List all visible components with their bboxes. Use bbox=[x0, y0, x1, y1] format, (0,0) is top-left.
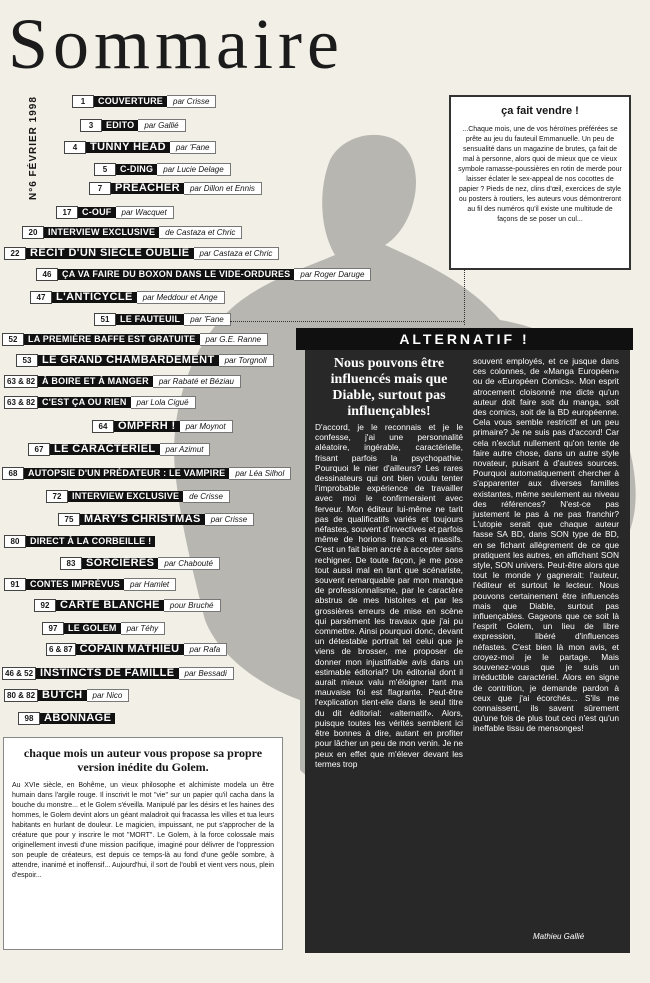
toc-page-number: 46 & 52 bbox=[2, 667, 36, 680]
toc-title: CARTE BLANCHE bbox=[56, 600, 164, 611]
toc-title: MARY'S CHRISTMAS bbox=[80, 514, 205, 525]
toc-page-number: 72 bbox=[46, 490, 68, 503]
toc-page-number: 92 bbox=[34, 599, 56, 612]
toc-byline: de Castaza et Chric bbox=[159, 226, 242, 239]
toc-title: C-OUF bbox=[78, 207, 116, 218]
toc-byline: par Crisse bbox=[205, 513, 254, 526]
edito-block bbox=[305, 350, 630, 953]
toc-page-number: 63 & 82 bbox=[4, 375, 38, 388]
toc-page-number: 83 bbox=[60, 557, 82, 570]
sidebox-text: ...Chaque mois, une de vos héroïnes préférées se prête au jeu du fauteuil Emmanuelle. Un peu de sensualité dans un magazine de brutes, ça fait de mal à personne, alors quoi de mieux que ce vieux symbole ramasse-poussières en rotin de merde pour laisser éclater le sex-appeal de nos cocottes de papier ? Pieds de nez, clins d'œil, exercices de style ou posters à routiers, les auteurs vous démontreront au fil des numéros qu'il existe une multitude de façons de se poser un cul... bbox=[458, 126, 622, 223]
toc-page-number: 22 bbox=[4, 247, 26, 260]
golem-box bbox=[3, 737, 283, 950]
toc-byline: par Wacquet bbox=[116, 206, 174, 219]
toc-byline: par Lola Ciguë bbox=[131, 396, 196, 409]
toc-title: SORCIÈRES bbox=[82, 558, 158, 569]
toc-title: RÉCIT D'UN SIÈCLE OUBLIÉ bbox=[26, 248, 194, 259]
toc-entry bbox=[72, 95, 216, 108]
toc-title: BUTCH bbox=[38, 690, 87, 701]
toc-page-number: 68 bbox=[2, 467, 24, 480]
toc-page-number: 63 & 82 bbox=[4, 396, 38, 409]
toc-byline: par Bessadi bbox=[179, 667, 234, 680]
toc-title: LA PREMIÈRE BAFFE EST GRATUITE bbox=[24, 334, 200, 345]
toc-byline: par 'Fane bbox=[170, 141, 217, 154]
toc-title: LE GOLEM bbox=[64, 623, 121, 634]
toc-byline: par 'Fane bbox=[184, 313, 231, 326]
edito-signature: Mathieu Gallié bbox=[533, 932, 585, 941]
toc-entry bbox=[4, 375, 241, 388]
toc-page-number: 75 bbox=[58, 513, 80, 526]
page-title: Sommaire bbox=[8, 4, 344, 84]
toc-entry bbox=[2, 333, 268, 346]
sidebox-fauteuil bbox=[449, 95, 631, 270]
toc-entry bbox=[2, 467, 291, 480]
issue-label: N°6 FÉVRIER 1998 bbox=[28, 96, 39, 200]
toc-byline: par Hamlet bbox=[124, 578, 176, 591]
toc-page-number: 6 & 87 bbox=[46, 643, 76, 656]
toc-page-number: 67 bbox=[28, 443, 50, 456]
toc-byline: par Téhy bbox=[121, 622, 166, 635]
toc-page-number: 52 bbox=[2, 333, 24, 346]
toc-byline: par Lucie Delage bbox=[157, 163, 230, 176]
toc-entry bbox=[4, 578, 176, 591]
toc-entry bbox=[30, 291, 225, 304]
toc-title: À BOIRE ET À MANGER bbox=[38, 376, 153, 387]
toc-title: INTERVIEW EXCLUSIVE bbox=[44, 227, 159, 238]
toc-entry bbox=[4, 535, 155, 548]
toc-byline: par Azimut bbox=[160, 443, 211, 456]
toc-page-number: 91 bbox=[4, 578, 26, 591]
toc-entry bbox=[80, 119, 186, 132]
toc-page-number: 98 bbox=[18, 712, 40, 725]
toc-page-number: 20 bbox=[22, 226, 44, 239]
toc-byline: par Léa Silhol bbox=[229, 467, 291, 480]
toc-byline: par Chabouté bbox=[158, 557, 219, 570]
toc-title: COPAIN MATHIEU bbox=[76, 644, 184, 655]
toc-page-number: 80 & 82 bbox=[4, 689, 38, 702]
alternatif-bar: ALTERNATIF ! bbox=[296, 328, 633, 350]
toc-entry bbox=[42, 622, 165, 635]
toc-title: C-DING bbox=[116, 164, 157, 175]
toc-page-number: 97 bbox=[42, 622, 64, 635]
golem-title: chaque mois un auteur vous propose sa propre version inédite du Golem. bbox=[23, 746, 263, 774]
toc-title: LE CARACTÉRIEL bbox=[50, 444, 160, 455]
toc-title: ABONNAGE bbox=[40, 713, 115, 724]
toc-page-number: 7 bbox=[89, 182, 111, 195]
toc-entry bbox=[16, 354, 274, 367]
toc-page-number: 5 bbox=[94, 163, 116, 176]
toc-page-number: 80 bbox=[4, 535, 26, 548]
toc-entry bbox=[4, 247, 279, 260]
toc-page-number: 4 bbox=[64, 141, 86, 154]
toc-title: ÇA VA FAIRE DU BOXON DANS LE VIDE-ORDURES bbox=[58, 269, 294, 280]
toc-page-number: 64 bbox=[92, 420, 114, 433]
toc-title: LE FAUTEUIL bbox=[116, 314, 184, 325]
toc-entry bbox=[64, 141, 216, 154]
toc-page-number: 17 bbox=[56, 206, 78, 219]
toc-title: COUVERTURE bbox=[94, 96, 167, 107]
toc-byline: par Moynot bbox=[180, 420, 233, 433]
golem-text: Au XVIe siècle, en Bohême, un vieux philosophe et alchimiste modela un être humain dans l'argile rouge. Il inscrivit le mot "vie" sur un papier qu'il cacha dans la bouche du monstre... et le Golem s'éveilla. Manipulé par les désirs et les haines des hommes, le Golem devint alors un géant maladroit qui fracassa les villes et tua leurs habitants en hurlant de douleur. Le magicien, impuissant, ne put s'approcher de la créature que pour y inscrire le mot "MORT". Le Golem, à la force colossale mais originellement investi d'une mission pacifique, imaginé pour délivrer de l'oppression son peuple de créateurs, est depuis ce temps-là au fond d'une geôle sombre, à attendre, inanimé et inoffensif... Aujourd'hui, il sort de l'oubli et vient vers nous, plein d'espoir... bbox=[12, 782, 274, 879]
toc-title: PREACHER bbox=[111, 183, 184, 194]
toc-page-number: 47 bbox=[30, 291, 52, 304]
toc-page-number: 51 bbox=[94, 313, 116, 326]
toc-byline: de Crisse bbox=[183, 490, 230, 503]
toc-byline: pour Bruché bbox=[164, 599, 221, 612]
toc-byline: par Castaza et Chric bbox=[194, 247, 280, 260]
sidebox-title: ça fait vendre ! bbox=[501, 105, 579, 117]
toc-byline: par Dillon et Ennis bbox=[184, 182, 262, 195]
toc-entry bbox=[28, 443, 210, 456]
edito-headline: Nous pouvons être influencés mais que Diable, surtout pas influençables! bbox=[330, 356, 448, 419]
toc-title: OMPFRH ! bbox=[114, 421, 180, 432]
toc-byline: par Rabaté et Béziau bbox=[153, 375, 241, 388]
edito-column-left: D'accord, je le reconnais et je le confesse, j'ai une personnalité aléatoire, ingérable, caractérielle, frisant parfois la psychopathie. Pourquoi le nier d'ailleurs? Les rares dessinateurs qui ont bien voulu tenter l'improbable expérience de travailler avec moi le confirmeraient avec ferveur. Mon éditeur lui-même ne tarit pas de qualificatifs variés et toujours néfastes, souvent d'invectives et parfois même de horions francs et massifs. C'est un fait bien ancré à accepter sans rechigner. De toute façon, je me pose tout aussi mal en tant que scénariste, souvent remarquable par mon manque de professionnalisme, par le caractère abstrus de mes histoires et par les grossières erreurs de mise en scène qui parsèment les travaux que j'ai pu commettre. Ainsi pourquoi donc, devant un détestable portrait tel celui que je viens de brosser, me proposer de donner mon injustifiable avis dans un estimable éditorial? Un éditorial dont il aurait mieux valu m'éloigner tant ma mauvaise foi est flagrante. Peut-être l'explication tient-elle dans le seul titre du dit éditorial: «alternatif». Alors, puisque toutes les vérités semblent ici être bonnes à dire, autant en profiter pour lâcher un peu de mon venin. Je ne peux en effet que m'élever devant les termes trop bbox=[315, 422, 463, 769]
toc-byline: par Torgnoll bbox=[219, 354, 274, 367]
toc-byline: par G.E. Ranne bbox=[200, 333, 269, 346]
toc-entry bbox=[94, 313, 231, 326]
toc-byline: par Nico bbox=[87, 689, 130, 702]
toc-byline: par Crisse bbox=[167, 95, 216, 108]
toc-entry bbox=[89, 182, 262, 195]
toc-title: AUTOPSIE D'UN PRÉDATEUR : LE VAMPIRE bbox=[24, 468, 229, 479]
toc-entry bbox=[46, 643, 227, 656]
toc-entry bbox=[18, 712, 115, 725]
toc-entry bbox=[92, 420, 233, 433]
toc-title: TUNNY HEAD bbox=[86, 142, 170, 153]
toc-byline: par Gallié bbox=[138, 119, 185, 132]
toc-page-number: 3 bbox=[80, 119, 102, 132]
toc-page-number: 1 bbox=[72, 95, 94, 108]
toc-title: EDITO bbox=[102, 120, 138, 131]
connector-dots bbox=[464, 270, 465, 325]
toc-title: INTERVIEW EXCLUSIVE bbox=[68, 491, 183, 502]
toc-entry bbox=[60, 557, 220, 570]
toc-entry bbox=[94, 163, 231, 176]
toc-title: INSTINCTS DE FAMILLE bbox=[36, 668, 179, 679]
toc-page-number: 46 bbox=[36, 268, 58, 281]
toc-title: C'EST ÇA OU RIEN bbox=[38, 397, 131, 408]
toc-byline: par Rafa bbox=[184, 643, 228, 656]
toc-byline: par Roger Daruge bbox=[294, 268, 371, 281]
toc-title: L'ANTICYCLE bbox=[52, 292, 137, 303]
toc-entry bbox=[2, 667, 234, 680]
toc-title: DIRECT À LA CORBEILLE ! bbox=[26, 536, 155, 547]
toc-entry bbox=[22, 226, 242, 239]
toc-title: CONTES IMPRÉVUS bbox=[26, 579, 124, 590]
toc-entry bbox=[58, 513, 254, 526]
edito-column-right: souvent employés, et ce jusque dans ces colonnes, de «Manga Européen» ou de «Européen Comics». Mon esprit atrocement cloisonné me dicte qu'un auteur doit faire soit du manga, soit des comics, soit de la BD européenne. Cela vous semble restrictif et un peu primaire? Je ne suis pas d'accord! Car cela n'exclut nullement qu'on tente de faire autre chose, dans un autre style novateur, puisant à d'autres sources. Pourquoi automatiquement chercher à s'apparenter aux diverses familles existantes, même seulement au niveau des références? N'est-ce pas justement le pas à ne pas franchir? L'utopie serait que chaque auteur fasse SA BD, dans SON type de BD, en se fichant allègrement de ce que pratiquent les autres, en affichant SON style, SON univers. Peut-être alors que tout le monde y gagnerait: l'auteur, l'éditeur et surtout le lecteur. Nous pouvons certainement être influencés mais que Diable, surtout pas influençables. Gageons que ce soit là l'esprit Golem, un lieu de libre expression, libéré d'influences néfastes. C'est bien là mon avis, et croyez-moi je le partage. Mais souvenez-vous que je suis un irréductible caractériel. Alors en signe de contrition, je demande pardon à ceux que j'ai écorchés... S'ils me connaissent, ils savent sûrement qu'une fois de plus tout ceci n'est qu'un ineffable tissu de mensonges! bbox=[473, 356, 619, 734]
toc-entry bbox=[4, 689, 129, 702]
toc-byline: par Meddour et Ange bbox=[137, 291, 225, 304]
toc-entry bbox=[36, 268, 371, 281]
toc-entry bbox=[46, 490, 230, 503]
toc-title: LE GRAND CHAMBARDEMENT bbox=[38, 355, 219, 366]
toc-page-number: 53 bbox=[16, 354, 38, 367]
connector-dots bbox=[230, 321, 464, 322]
toc-entry bbox=[56, 206, 174, 219]
toc-entry bbox=[34, 599, 221, 612]
toc-entry bbox=[4, 396, 196, 409]
